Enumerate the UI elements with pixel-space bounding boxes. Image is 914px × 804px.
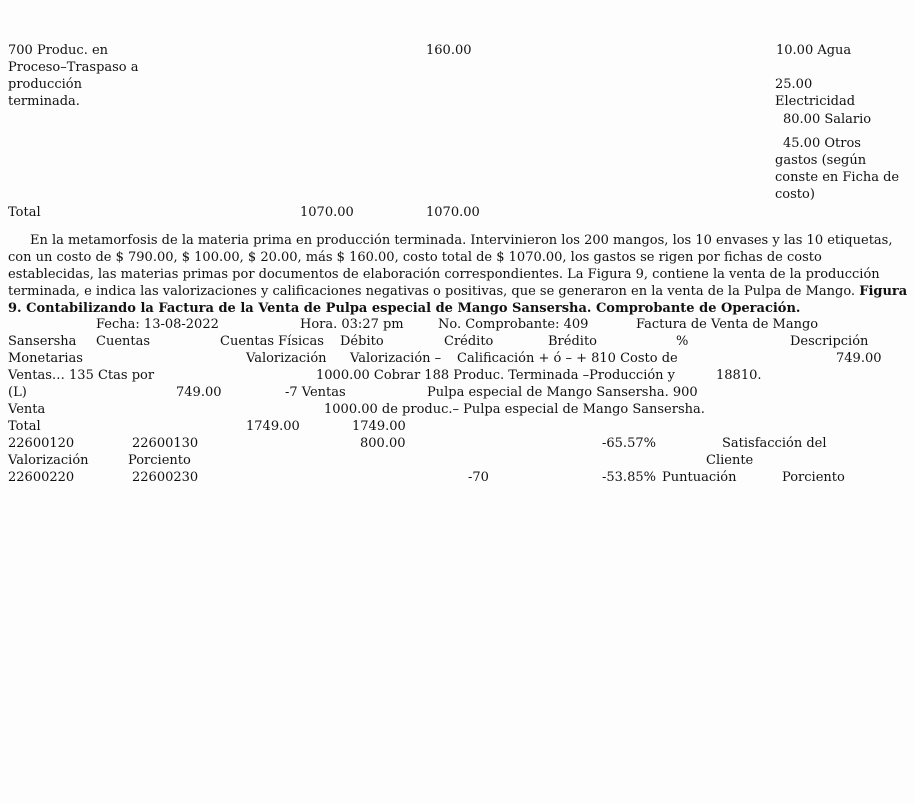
row2-a: (L) xyxy=(8,385,27,400)
value-749: 749.00 xyxy=(836,351,882,366)
note-electricidad: 25.00 Electricidad xyxy=(775,77,856,109)
note-otros-gastos: 45.00 Otros gastos (según conste en Ficha de costo) xyxy=(775,136,900,202)
row1-b: 1000.00 Cobrar 188 Produc. Terminada –Producción y xyxy=(316,368,676,383)
fig-total-credit: 1749.00 xyxy=(352,419,406,434)
total-credit: 1070.00 xyxy=(426,205,480,220)
row-description: 700 Produc. en Proceso–Traspaso a producción terminada. xyxy=(8,43,139,109)
col-debito: Débito xyxy=(340,334,384,349)
note-agua: 10.00 Agua xyxy=(776,43,852,58)
fig-total-label: Total xyxy=(8,419,41,434)
row2-d: Pulpa especial de Mango Sansersha. 900 xyxy=(427,385,698,400)
row4-percent: -65.57% xyxy=(602,436,656,451)
col-bredito: Brédito xyxy=(548,334,597,349)
comprobante: No. Comprobante: 409 xyxy=(438,317,589,332)
doc-title: Factura de Venta de Mango xyxy=(636,317,819,332)
valorizacion-a: Valorización xyxy=(246,351,327,366)
col-descripcion: Descripción xyxy=(790,334,869,349)
body-paragraph xyxy=(8,232,910,317)
row6-code2: 22600230 xyxy=(132,470,199,485)
total-debit: 1070.00 xyxy=(300,205,354,220)
col-percent: % xyxy=(676,334,689,349)
row4-description: Satisfacción del xyxy=(722,436,827,451)
row-credit-value: 160.00 xyxy=(426,43,472,58)
row6-value: -70 xyxy=(468,470,489,485)
sansersha: Sansersha xyxy=(8,334,77,349)
figure-caption: Figura 9. Contabilizando la Factura de la Venta de Pulpa especial de Mango Sansersha. Comprobante de Operación. xyxy=(8,284,908,316)
row4-code1: 22600120 xyxy=(8,436,75,451)
row5-b: Porciento xyxy=(128,453,191,468)
row6-b: Porciento xyxy=(782,470,845,485)
col-credito: Crédito xyxy=(444,334,494,349)
row5-c: Cliente xyxy=(706,453,754,468)
monetarias: Monetarias xyxy=(8,351,83,366)
row1-a: Ventas… 135 Ctas por xyxy=(8,368,155,383)
total-label: Total xyxy=(8,205,41,220)
row4-code2: 22600130 xyxy=(132,436,199,451)
fecha: Fecha: 13-08-2022 xyxy=(96,317,219,332)
row1-c: 18810. xyxy=(716,368,762,383)
hora: Hora. 03:27 pm xyxy=(300,317,404,332)
row6-percent: -53.85% xyxy=(602,470,656,485)
row3-b: 1000.00 de produc.– Pulpa especial de Mango Sansersha. xyxy=(324,402,705,417)
paragraph-text: En la metamorfosis de la materia prima en producción terminada. Intervinieron los 200 mangos, los 10 envases y las 10 etiquetas, con un costo de $ 790.00, $ 100.00, $ 20.00, más $ 160.00, costo total de $ 1070.00, los gastos se rigen por fichas de costo establecidas, las materias primas por documentos de elaboración correspondientes. La Figura 9, contiene la venta de la producción terminada, e indica las valorizaciones y calificaciones negativas o positivas, que se generaron en la venta de la Pulpa de Mango. xyxy=(8,233,893,299)
row5-a: Valorización xyxy=(8,453,89,468)
calificacion: Calificación + ó – + 810 Costo de xyxy=(457,351,678,366)
col-cuentas: Cuentas xyxy=(96,334,151,349)
fig-total-debit: 1749.00 xyxy=(246,419,300,434)
row2-b: 749.00 xyxy=(176,385,222,400)
row3-a: Venta xyxy=(8,402,46,417)
row6-description: Puntuación xyxy=(662,470,737,485)
col-cuentas-fisicas: Cuentas Físicas xyxy=(220,334,324,349)
valorizacion-b: Valorización – xyxy=(350,351,442,366)
row4-value: 800.00 xyxy=(360,436,406,451)
note-salario: 80.00 Salario xyxy=(783,112,872,127)
row2-c: -7 Ventas xyxy=(285,385,346,400)
row6-code1: 22600220 xyxy=(8,470,75,485)
